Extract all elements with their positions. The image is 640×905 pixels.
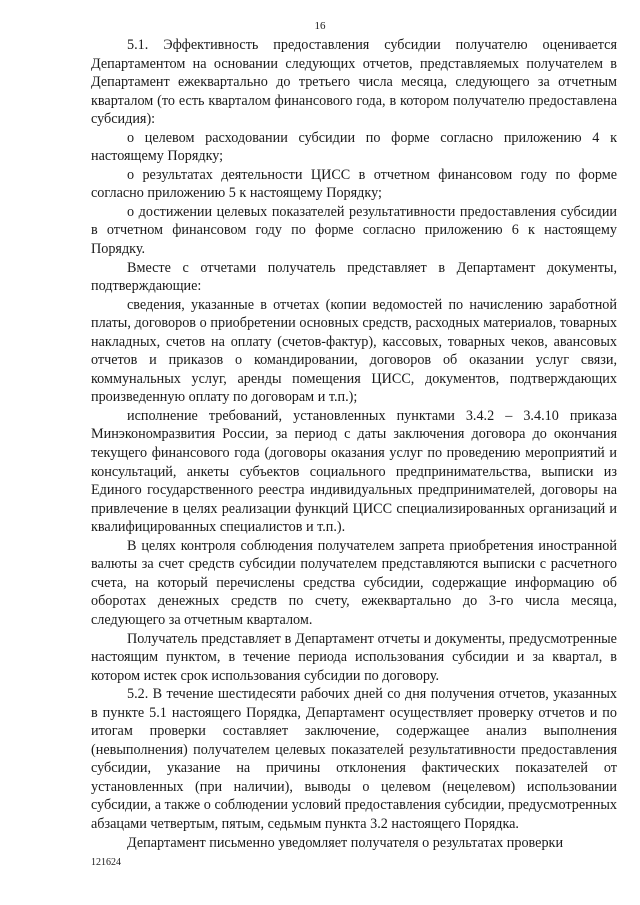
paragraph-currency-control: В целях контроля соблюдения получателем запрета приобретения иностранной валюты за счет средств субсидии получателем представляются выписки с расчетного счета, на который перечислены средства субсидии, содержащие информацию об оборотах денежных средств по счету, ежеквартально до 3-го числа месяца, следующего за отчетным кварталом. <box>91 537 617 628</box>
body-text <box>91 36 617 852</box>
paragraph-report-targeted-spending: о целевом расходовании субсидии по форме согласно приложению 4 к настоящему Порядку; <box>91 129 617 165</box>
paragraph-reporting-period: Получатель представляет в Департамент отчеты и документы, предусмотренные настоящим пунктом, в течение периода использования субсидии и за квартал, в котором истек срок использования субсидии по договору. <box>91 630 617 684</box>
document-code: 121624 <box>91 857 121 868</box>
paragraph-report-target-indicators: о достижении целевых показателей результативности предоставления субсидии в отчетном финансовом году по форме согласно приложению 6 к настоящему Порядку. <box>91 203 617 258</box>
page-number: 16 <box>314 20 326 32</box>
paragraph-supporting-documents: Вместе с отчетами получатель представляет в Департамент документы, подтверждающие: <box>91 259 617 295</box>
paragraph-requirements-compliance: исполнение требований, установленных пунктами 3.4.2 – 3.4.10 приказа Минэкономразвития России, за период с даты заключения договора до окончания текущего финансового года (договоры оказания услуг по проведению мероприятий и консультаций, анкеты субъектов социального предпринимательства, выписки из Единого государственного реестра индивидуальных предпринимателей, договоры на привлечение в целях реализации функций ЦИСС специализированных организаций и квалифицированных специалистов и т.п.). <box>91 407 617 536</box>
paragraph-notification: Департамент письменно уведомляет получателя о результатах проверки <box>127 834 564 851</box>
paragraph-5-1-intro: 5.1. Эффективность предоставления субсидии получателю оценивается Департаментом на основании следующих отчетов, представляемых получателем в Департамент ежеквартально до третьего числа месяца, следующего за отчетным кварталом (то есть кварталом финансового года, в котором получателю предоставлена субсидия): <box>91 37 617 128</box>
paragraph-5-2-verification: 5.2. В течение шестидесяти рабочих дней со дня получения отчетов, указанных в пункте 5.1 настоящего Порядка, Департамент осуществляет проверку отчетов и по итогам проверки составляет заключение, содержащее анализ выполнения (невыполнения) получателем целевых показателей результативности предоставления субсидии, указание на причины отклонения фактических показателей от установленных (при наличии), выводы о целевом (нецелевом) использовании субсидии, а также о соблюдении условий предоставления субсидии, предусмотренных абзацами четвертым, пятым, седьмым пункта 3.2 настоящего Порядка. <box>91 686 617 832</box>
paragraph-report-ciss-results: о результатах деятельности ЦИСС в отчетном финансовом году по форме согласно приложению 5 к настоящему Порядку; <box>91 166 617 202</box>
paragraph-report-information: сведения, указанные в отчетах (копии ведомостей по начислению заработной платы, договоров о приобретении основных средств, расходных материалов, товарных накладных, счетов на оплату (счетов-фактур), кассовых, товарных чеков, авансовых отчетов и приказов о командировании, договоров об оказании услуг связи, коммунальных услуг, аренды помещения ЦИСС, документов, подтверждающих произведенную оплату по договорам и т.п.); <box>91 296 617 406</box>
